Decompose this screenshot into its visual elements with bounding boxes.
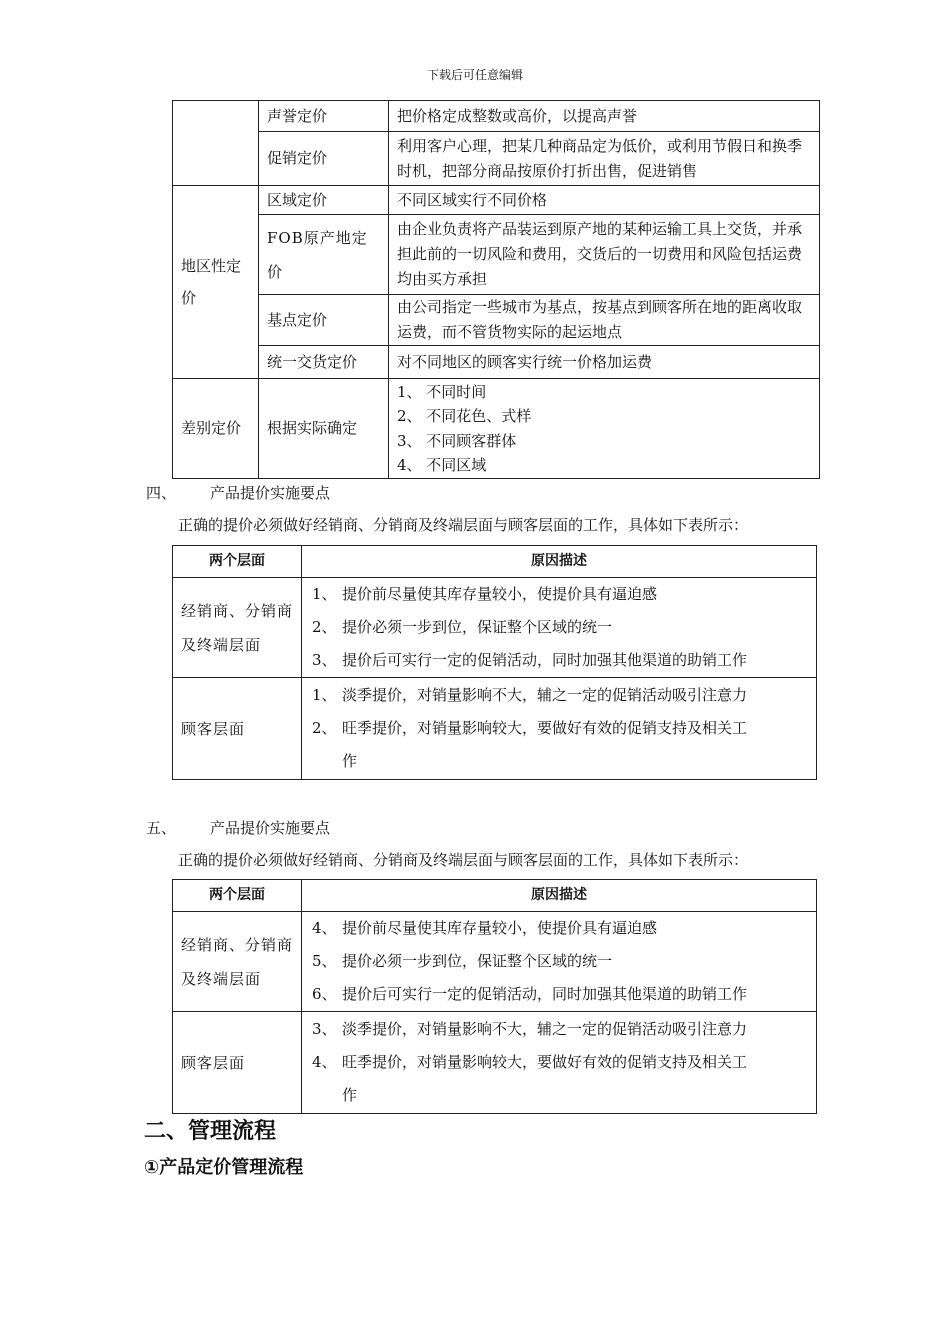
desc-cell: 由公司指定一些城市为基点，按基点到顾客所在地的距离收取运费，而不管货物实际的起运地点 [389,295,820,346]
section-intro: 正确的提价必须做好经销商、分销商及终端层面与顾客层面的工作，具体如下表所示： [178,851,749,869]
section-number: 五、 [146,819,177,837]
reason-cell [302,912,817,1012]
method-cell: 区域定价 [259,186,389,215]
section-number: 四、 [146,484,177,502]
desc-list-cell [389,379,820,479]
list-item: 1、 淡季提价，对销量影响不大，辅之一定的促销活动吸引注意力 [312,686,748,704]
chapter-heading: 二、管理流程 [144,1119,277,1144]
list-item-continuation: 作 [342,1086,358,1104]
desc-cell: 利用客户心理，把某几种商品定为低价，或利用节假日和换季时机，把部分商品按原价打折出售，促进销售 [389,132,820,186]
method-cell: 基点定价 [259,295,389,346]
group-cell-empty [173,101,259,186]
reason-cell [302,678,817,780]
section-heading-5 [146,817,330,838]
list-item: 1、 不同时间 [397,382,487,401]
method-cell: 根据实际确定 [259,379,389,479]
desc-cell: 由企业负责将产品装运到原产地的某种运输工具上交货，并承担此前的一切风险和费用，交货后的一切费用和风险包括运费均由买方承担 [389,215,820,295]
layer-label: 经销商、分销商及终端层面 [173,578,302,678]
section-intro: 正确的提价必须做好经销商、分销商及终端层面与顾客层面的工作，具体如下表所示： [178,516,749,534]
list-item: 4、 不同区域 [397,456,487,474]
price-increase-table [172,545,817,780]
list-item: 3、 不同顾客群体 [397,431,517,450]
list-item: 6、 提价后可实行一定的促销活动，同时加强其他渠道的助销工作 [312,985,748,1003]
price-increase-table [172,879,817,1114]
reason-cell [302,1012,817,1114]
list-item: 3、 淡季提价，对销量影响不大，辅之一定的促销活动吸引注意力 [312,1020,748,1038]
column-header: 原因描述 [302,546,817,578]
group-cell: 地区性定价 [173,186,259,379]
column-header: 两个层面 [173,546,302,578]
column-header: 两个层面 [173,880,302,912]
list-item: 3、 提价后可实行一定的促销活动，同时加强其他渠道的助销工作 [312,651,748,669]
list-item: 4、 提价前尽量使其库存量较小，使提价具有逼迫感 [312,919,658,937]
method-cell: FOB原产地定价 [259,215,389,295]
pricing-methods-table [172,100,820,479]
list-item: 5、 提价必须一步到位，保证整个区域的统一 [312,952,613,970]
desc-cell: 不同区域实行不同价格 [389,186,820,215]
method-cell: 声誉定价 [259,101,389,132]
method-cell: 促销定价 [259,132,389,186]
method-cell: 统一交货定价 [259,346,389,379]
layer-label: 顾客层面 [173,678,302,780]
subsection-heading: ①产品定价管理流程 [144,1157,304,1178]
column-header: 原因描述 [302,880,817,912]
list-item: 2、 提价必须一步到位，保证整个区域的统一 [312,618,613,636]
section-heading-4 [146,482,330,503]
section-title: 产品提价实施要点 [210,484,331,502]
list-item-continuation: 作 [342,752,358,770]
desc-cell: 对不同地区的顾客实行统一价格加运费 [389,346,820,379]
group-cell: 差别定价 [173,379,259,479]
reason-cell [302,578,817,678]
list-item: 2、 旺季提价，对销量影响较大，要做好有效的促销支持及相关工 [312,719,748,737]
layer-label: 顾客层面 [173,1012,302,1114]
desc-cell: 把价格定成整数或高价，以提高声誉 [389,101,820,132]
section-title: 产品提价实施要点 [210,819,331,837]
list-item: 1、 提价前尽量使其库存量较小，使提价具有逼迫感 [312,585,658,603]
list-item: 2、 不同花色、式样 [397,407,532,425]
page-header: 下载后可任意编辑 [426,68,523,82]
layer-label: 经销商、分销商及终端层面 [173,912,302,1012]
list-item: 4、 旺季提价，对销量影响较大，要做好有效的促销支持及相关工 [312,1053,748,1071]
